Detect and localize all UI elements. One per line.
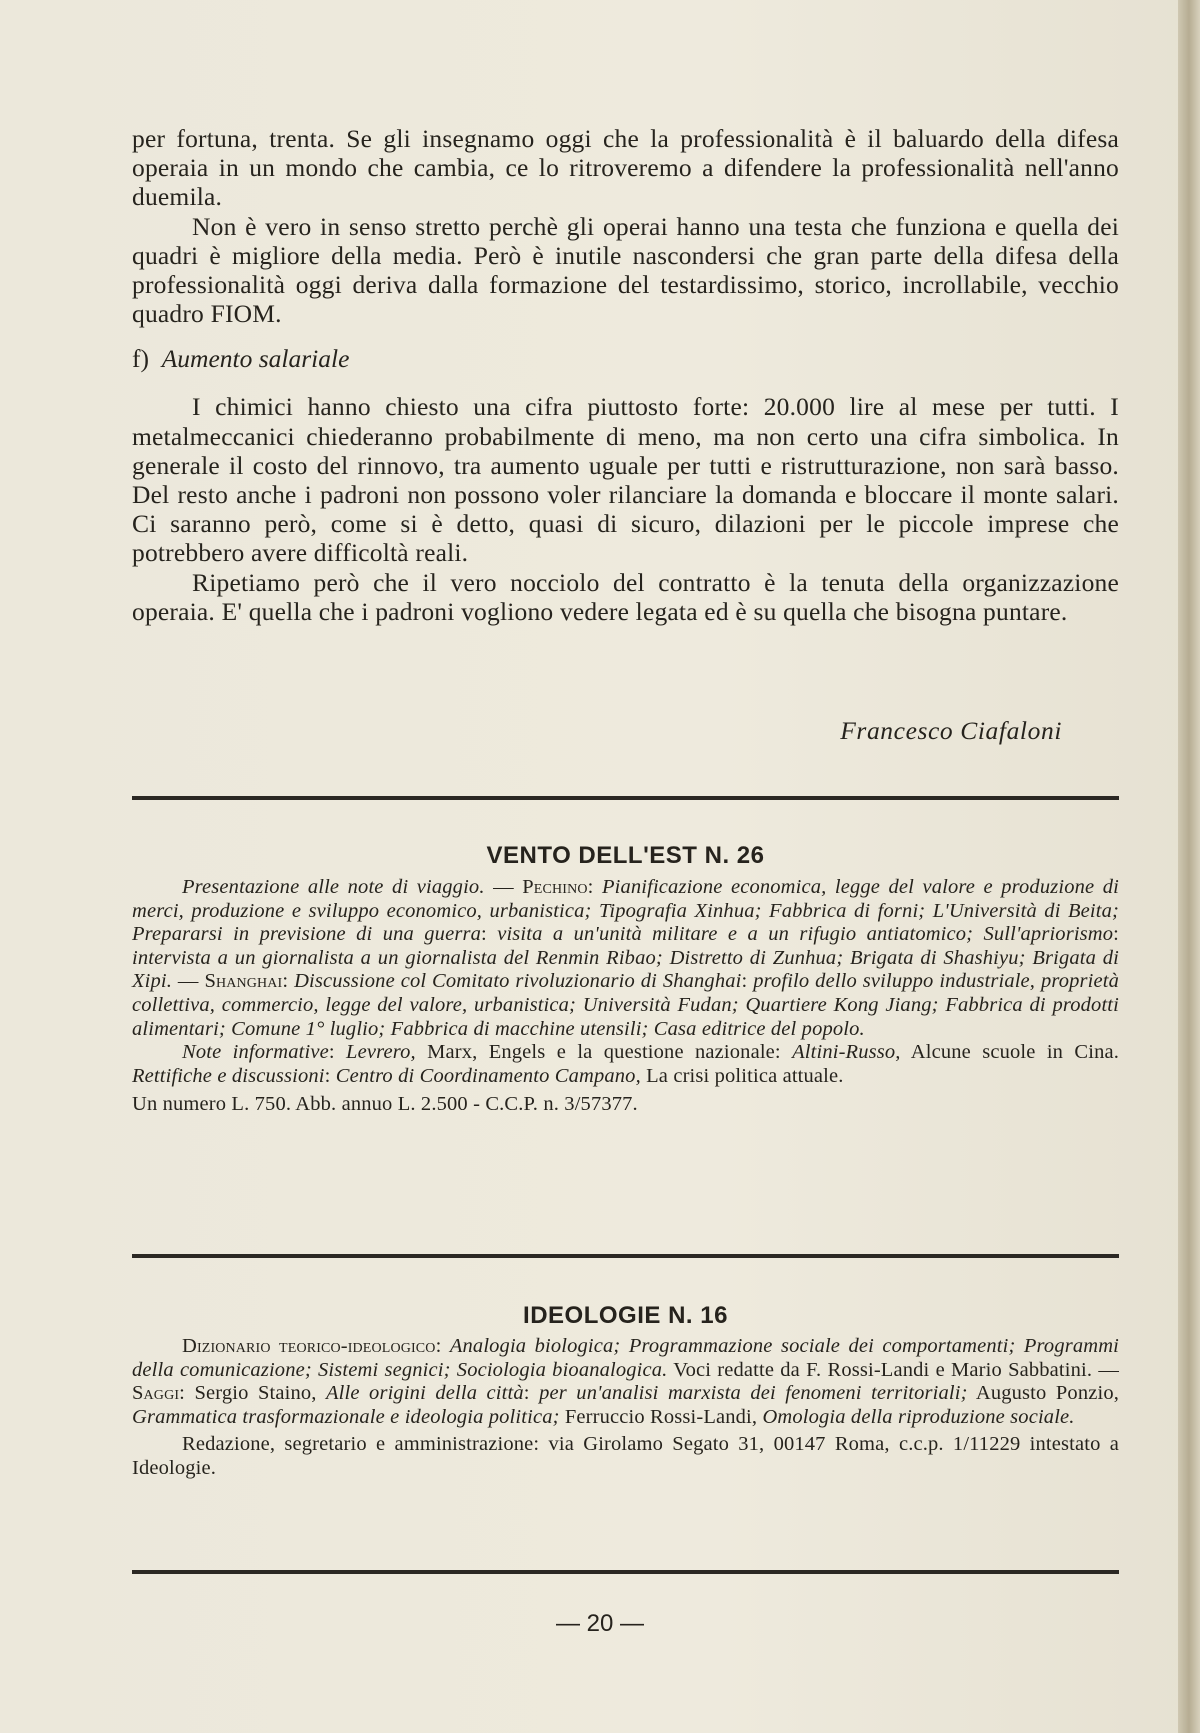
section-title: Aumento salariale	[161, 344, 350, 374]
ad-ideologie-address: Redazione, segretario e amministrazione: via Girolamo Segato 31, 00147 Roma, c.c.p. 1/11229 intestato a Ideologie.	[132, 1433, 1119, 1479]
author-signature: Francesco Ciafaloni	[840, 716, 1062, 745]
divider-3	[132, 1570, 1119, 1574]
ad-vento-title: VENTO DELL'EST N. 26	[486, 842, 765, 869]
divider-1	[132, 796, 1119, 800]
paragraph-3: I chimici hanno chiesto una cifra piuttosto forte: 20.000 lire al mese per tutti. I metalmeccanici chiederanno probabilmente di meno, ma non certo una cifra simbolica. In generale il costo del rinnovo, tra aumento uguale per tutti e ristrutturazione, non sarà basso. Del resto anche i padroni non possono voler rilanciare la domanda e bloccare il monte salari. Ci saranno però, come si è detto, quasi di sicuro, dilazioni per le piccole imprese che potrebbero avere difficoltà reali.	[132, 392, 1119, 568]
ad-ideologie-body	[132, 1335, 1119, 1481]
ad-ideologie-contents: Dizionario teorico-ideologico: Analogia biologica; Programmazione sociale dei comportamenti; Programmi della comunicazione; Sistemi segnici; Sociologia bioanalogica. Voci redatte da F. Rossi-Landi e Mario Sabbatini. — Saggi: Sergio Staino, Alle origini della città: per un'analisi marxista dei fenomeni territoriali; Augusto Ponzio, Grammatica trasformazionale e ideologia politica; Ferruccio Rossi-Landi, Omologia della riproduzione sociale.	[132, 1335, 1120, 1428]
article-body	[132, 124, 1119, 626]
ad-vento-price: Un numero L. 750. Abb. annuo L. 2.500 - C.C.P. n. 3/57377.	[132, 1093, 638, 1116]
ad-vento-notes: Note informative: Levrero, Marx, Engels e la questione nazionale: Altini-Russo, Alcune scuole in Cina. Rettifiche e discussioni: Centro di Coordinamento Campano, La crisi politica attuale.	[132, 1041, 1120, 1087]
binding-edge	[1178, 0, 1200, 1733]
paragraph-4: Ripetiamo però che il vero nocciolo del contratto è la tenuta della organizzazione operaia. E' quella che i padroni vogliono vedere legata ed è su quella che bisogna puntare.	[132, 567, 1119, 626]
ad-ideologie-title: IDEOLOGIE N. 16	[523, 1302, 728, 1329]
section-label: f)	[132, 344, 149, 374]
section-heading	[132, 344, 1119, 373]
ad-vento-body	[132, 876, 1119, 1117]
paragraph-1: per fortuna, trenta. Se gli insegnamo oggi che la professionalità è il baluardo della difesa operaia in un mondo che cambia, ce lo ritroveremo a difendere la professionalità nell'anno duemila.	[132, 124, 1119, 212]
ad-vento-contents: Presentazione alle note di viaggio. — Pechino: Pianificazione economica, legge del valore e produzione di merci, produzione e sviluppo economico, urbanistica; Tipografia Xinhua; Fabbrica di forni; L'Università di Beita; Prepararsi in previsione di una guerra: visita a un'unità militare e a un rifugio antiatomico; Sull'apriorismo: intervista a un giornalista a un giornalista del Renmin Ribao; Distretto di Zunhua; Brigata di Shashiyu; Brigata di Xipi. — Shanghai: Discussione col Comitato rivoluzionario di Shanghai: profilo dello sviluppo industriale, proprietà collettiva, commercio, legge del valore, urbanistica; Università Fudan; Quartiere Kong Jiang; Fabbrica di prodotti alimentari; Comune 1° luglio; Fabbrica di macchine utensili; Casa editrice del popolo.	[132, 876, 1120, 1040]
paragraph-2: Non è vero in senso stretto perchè gli operai hanno una testa che funziona e quella dei quadri è migliore della media. Però è inutile nascondersi che gran parte della difesa della professionalità oggi deriva dalla formazione del testardissimo, storico, incrollabile, vecchio quadro FIOM.	[132, 211, 1119, 329]
divider-2	[132, 1254, 1119, 1258]
page-number: — 20 —	[555, 1610, 645, 1637]
